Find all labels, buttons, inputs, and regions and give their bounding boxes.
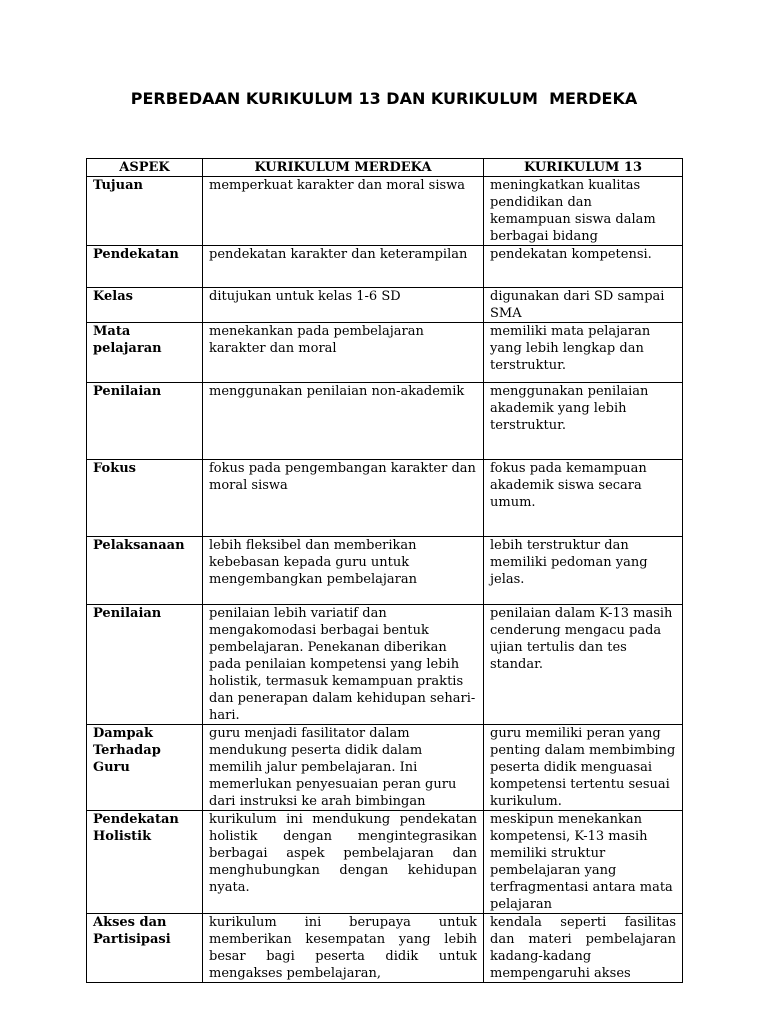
table-row <box>87 537 683 605</box>
k13-cell: lebih terstruktur dan memiliki pedoman yang jelas. <box>484 537 683 605</box>
merdeka-cell: lebih fleksibel dan memberikan kebebasan kepada guru untuk mengembangkan pembelajaran <box>203 537 484 605</box>
comparison-table <box>86 158 683 983</box>
k13-cell: guru memiliki peran yang penting dalam membimbing peserta didik menguasai kompetensi tertentu sesuai kurikulum. <box>484 725 683 811</box>
aspect-cell: Pendekatan Holistik <box>87 811 203 914</box>
table-row <box>87 177 683 246</box>
merdeka-cell: memperkuat karakter dan moral siswa <box>203 177 484 246</box>
merdeka-cell: guru menjadi fasilitator dalam mendukung peserta didik dalam memilih jalur pembelajaran. Ini memerlukan penyesuaian peran guru dari instruksi ke arah bimbingan <box>203 725 484 811</box>
aspect-cell: Mata pelajaran <box>87 323 203 383</box>
table-row <box>87 725 683 811</box>
k13-cell: memiliki mata pelajaran yang lebih lengkap dan terstruktur. <box>484 323 683 383</box>
header-kurikulum-13: KURIKULUM 13 <box>484 159 683 177</box>
aspect-cell: Penilaian <box>87 383 203 460</box>
k13-cell: menggunakan penilaian akademik yang lebih terstruktur. <box>484 383 683 460</box>
merdeka-cell: menggunakan penilaian non-akademik <box>203 383 484 460</box>
table-row <box>87 246 683 288</box>
aspect-cell: Penilaian <box>87 605 203 725</box>
k13-cell: meskipun menekankan kompetensi, K-13 masih memiliki struktur pembelajaran yang terfragmentasi antara mata pelajaran <box>484 811 683 914</box>
merdeka-cell: penilaian lebih variatif dan mengakomodasi berbagai bentuk pembelajaran. Penekanan diberikan pada penilaian kompetensi yang lebih holistik, termasuk kemampuan praktis dan penerapan dalam kehidupan sehari-hari. <box>203 605 484 725</box>
table-row <box>87 323 683 383</box>
merdeka-cell: kurikulum ini mendukung pendekatan holistik dengan mengintegrasikan berbagai aspek pembelajaran dan menghubungkan dengan kehidupan nyata. <box>203 811 484 914</box>
header-aspect: ASPEK <box>87 159 203 177</box>
table-header-row <box>87 159 683 177</box>
k13-cell: digunakan dari SD sampai SMA <box>484 288 683 323</box>
k13-cell: pendekatan kompetensi. <box>484 246 683 288</box>
merdeka-cell: pendekatan karakter dan keterampilan <box>203 246 484 288</box>
merdeka-cell: kurikulum ini berupaya untuk memberikan kesempatan yang lebih besar bagi peserta didik untuk mengakses pembelajaran, <box>203 914 484 983</box>
merdeka-cell: fokus pada pengembangan karakter dan moral siswa <box>203 460 484 537</box>
aspect-cell: Pendekatan <box>87 246 203 288</box>
k13-cell: penilaian dalam K-13 masih cenderung mengacu pada ujian tertulis dan tes standar. <box>484 605 683 725</box>
table-row <box>87 383 683 460</box>
aspect-cell: Dampak Terhadap Guru <box>87 725 203 811</box>
k13-cell: kendala seperti fasilitas dan materi pembelajaran kadang-kadang mempengaruhi akses <box>484 914 683 983</box>
table-row <box>87 811 683 914</box>
table-row <box>87 288 683 323</box>
table-row <box>87 605 683 725</box>
k13-cell: meningkatkan kualitas pendidikan dan kemampuan siswa dalam berbagai bidang <box>484 177 683 246</box>
merdeka-cell: ditujukan untuk kelas 1-6 SD <box>203 288 484 323</box>
merdeka-cell: menekankan pada pembelajaran karakter dan moral <box>203 323 484 383</box>
table-row <box>87 460 683 537</box>
k13-cell: fokus pada kemampuan akademik siswa secara umum. <box>484 460 683 537</box>
aspect-cell: Tujuan <box>87 177 203 246</box>
aspect-cell: Pelaksanaan <box>87 537 203 605</box>
aspect-cell: Akses dan Partisipasi <box>87 914 203 983</box>
document-title: PERBEDAAN KURIKULUM 13 DAN KURIKULUM MERDEKA <box>130 89 638 108</box>
aspect-cell: Kelas <box>87 288 203 323</box>
header-kurikulum-merdeka: KURIKULUM MERDEKA <box>203 159 484 177</box>
aspect-cell: Fokus <box>87 460 203 537</box>
table-row <box>87 914 683 983</box>
